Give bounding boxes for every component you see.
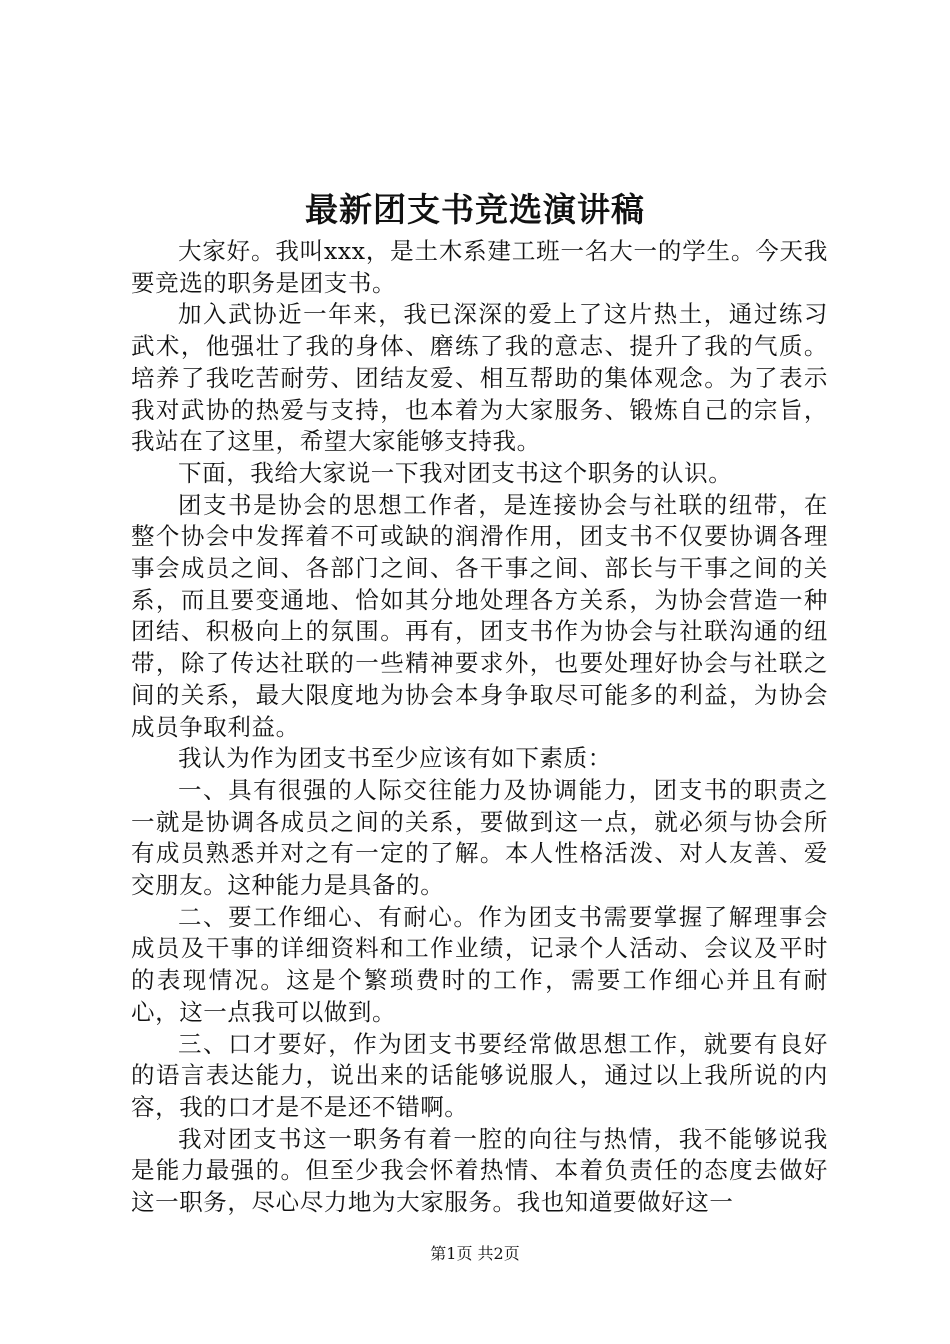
paragraph-qualities-intro: 我认为作为团支书至少应该有如下素质： xyxy=(178,744,612,773)
document-title: 最新团支书竞选演讲稿 xyxy=(305,190,645,229)
paragraph-quality-two: 二、要工作细心、有耐心。作为团支书需要掌握了解理事会成员及干事的详细资料和工作业绩，记录个人活动、会议及平时的表现情况。这是个繁琐费时的工作，需要工作细心并且有耐心，这一点我可以做到。 xyxy=(131,902,828,1026)
page-number-footer: 第1页 共2页 xyxy=(430,1244,520,1263)
paragraph-greeting: 大家好。我叫xxx，是土木系建工班一名大一的学生。今天我要竞选的职务是团支书。 xyxy=(131,237,828,297)
paragraph-intro-understanding: 下面，我给大家说一下我对团支书这个职务的认识。 xyxy=(178,458,733,487)
paragraph-wushu-experience: 加入武协近一年来，我已深深的爱上了这片热土，通过练习武术，他强壮了我的身体、磨练了我的意志、提升了我的气质。培养了我吃苦耐劳、团结友爱、相互帮助的集体观念。为了表示我对武协的热爱与支持，也本着为大家服务、锻炼自己的宗旨，我站在了这里，希望大家能够支持我。 xyxy=(131,300,828,456)
paragraph-closing: 我对团支书这一职务有着一腔的向往与热情，我不能够说我是能力最强的。但至少我会怀着热情、本着负责任的态度去做好这一职务，尽心尽力地为大家服务。我也知道要做好这一 xyxy=(131,1124,828,1217)
paragraph-role-description: 团支书是协会的思想工作者，是连接协会与社联的纽带，在整个协会中发挥着不可或缺的润滑作用，团支书不仅要协调各理事会成员之间、各部门之间、各干事之间、部长与干事之间的关系，而且要变通地、恰如其分地处理各方关系，为协会营造一种团结、积极向上的氛围。再有，团支书作为协会与社联沟通的纽带，除了传达社联的一些精神要求外，也要处理好协会与社联之间的关系，最大限度地为协会本身争取尽可能多的利益，为协会成员争取利益。 xyxy=(131,490,828,741)
paragraph-quality-three: 三、口才要好，作为团支书要经常做思想工作，就要有良好的语言表达能力，说出来的话能够说服人，通过以上我所说的内容，我的口才是不是还不错啊。 xyxy=(131,1029,828,1121)
document-body xyxy=(131,236,828,1219)
paragraph-quality-one: 一、具有很强的人际交往能力及协调能力，团支书的职责之一就是协调各成员之间的关系，要做到这一点，就必须与协会所有成员熟悉并对之有一定的了解。本人性格活泼、对人友善、爱交朋友。这种能力是具备的。 xyxy=(131,775,828,900)
